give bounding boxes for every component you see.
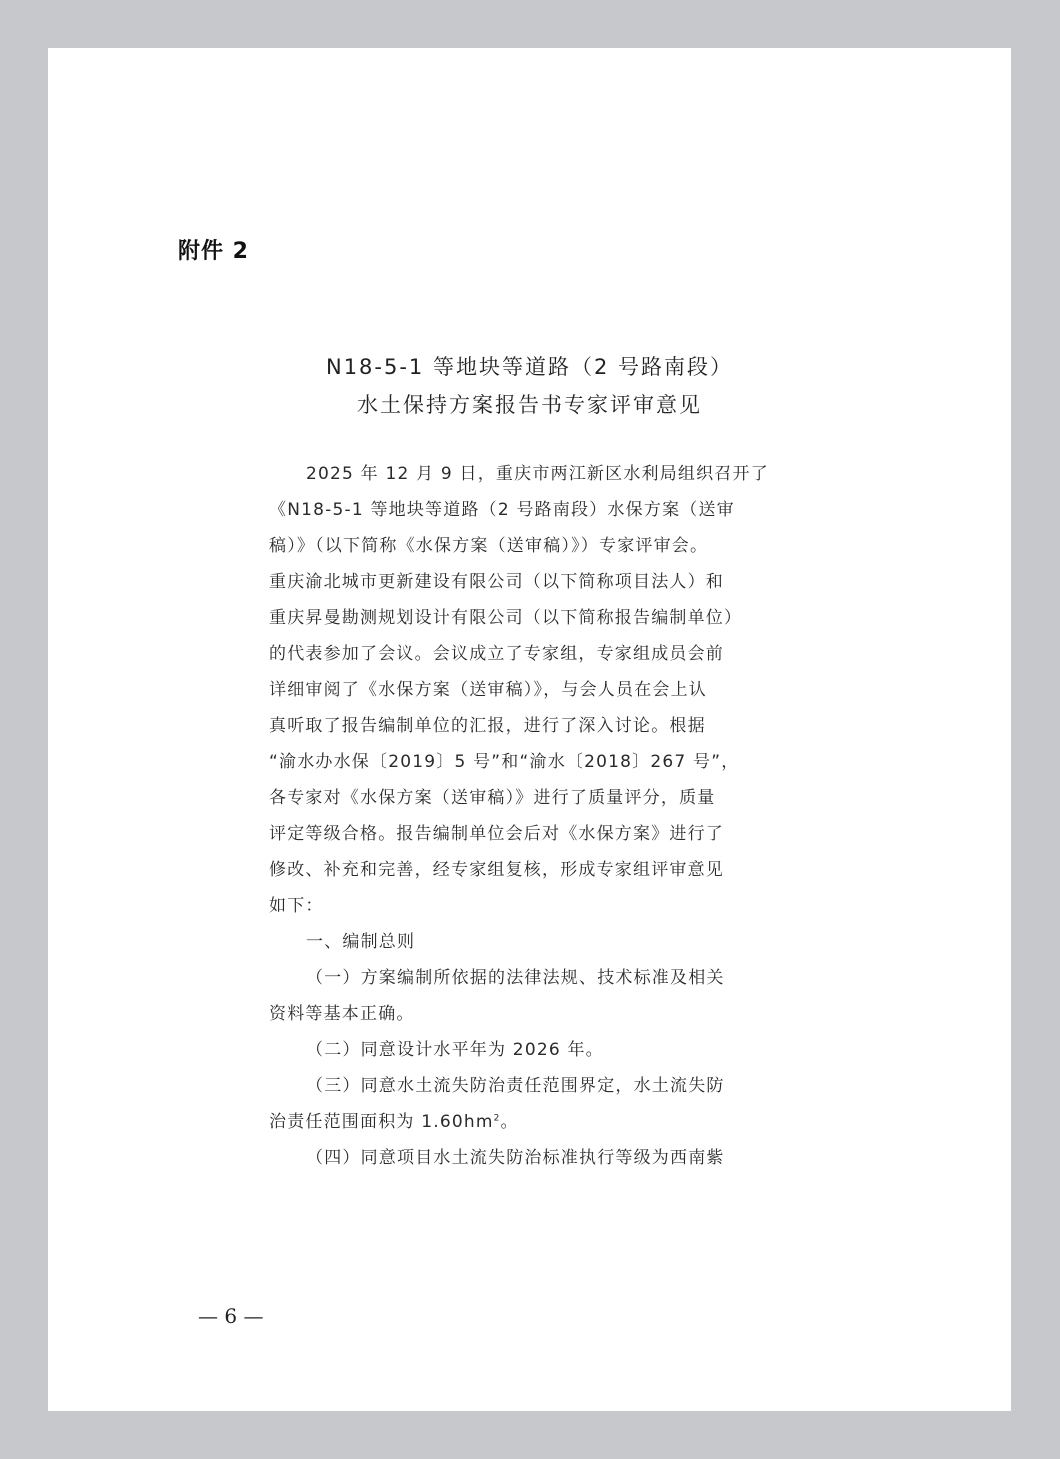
paragraph-line: 详细审阅了《水保方案（送审稿）》，与会人员在会上认 (269, 680, 707, 700)
area-text: 治责任范围面积为 1.60hm (269, 1112, 494, 1132)
paragraph-line: “渝水办水保〔2019〕5 号”和“渝水〔2018〕267 号”， (269, 752, 740, 772)
paragraph-line: 的代表参加了会议。会议成立了专家组，专家组成员会前 (269, 644, 724, 664)
paragraph-line: 稿）》（以下简称《水保方案（送审稿）》）专家评审会。 (269, 536, 709, 556)
paragraph-line: 各专家对《水保方案（送审稿）》进行了质量评分，质量 (269, 788, 716, 808)
paragraph-line: 《N18-5-1 等地块等道路（2 号路南段）水保方案（送审 (269, 500, 735, 520)
list-item: （一）方案编制所依据的法律法规、技术标准及相关 (306, 968, 725, 988)
paragraph-line: 重庆昇曼勘测规划设计有限公司（以下简称报告编制单位） (269, 608, 743, 628)
list-item (269, 1112, 519, 1132)
page-number: — 6 — (198, 1304, 264, 1328)
list-item: （四）同意项目水土流失防治标准执行等级为西南紫 (306, 1148, 725, 1168)
paragraph-line: 真听取了报告编制单位的汇报，进行了深入讨论。根据 (269, 716, 706, 736)
paragraph-line: 2025 年 12 月 9 日，重庆市两江新区水利局组织召开了 (306, 464, 769, 484)
list-item: 资料等基本正确。 (269, 1004, 415, 1024)
period: 。 (500, 1112, 519, 1132)
section-heading: 一、编制总则 (306, 932, 416, 952)
list-item: （二）同意设计水平年为 2026 年。 (306, 1040, 604, 1060)
document-page (48, 48, 1011, 1411)
attachment-label: 附件 2 (178, 239, 249, 264)
title-line-2: 水土保持方案报告书专家评审意见 (357, 393, 702, 417)
paragraph-line: 评定等级合格。报告编制单位会后对《水保方案》进行了 (269, 824, 724, 844)
paragraph-line: 如下： (269, 896, 324, 916)
title-line-1: N18-5-1 等地块等道路（2 号路南段） (325, 355, 734, 379)
list-item: （三）同意水土流失防治责任范围界定，水土流失防 (306, 1076, 725, 1096)
superscript: 2 (493, 1113, 501, 1124)
paragraph-line: 重庆渝北城市更新建设有限公司（以下简称项目法人）和 (269, 572, 724, 592)
paragraph-line: 修改、补充和完善，经专家组复核，形成专家组评审意见 (269, 860, 724, 880)
